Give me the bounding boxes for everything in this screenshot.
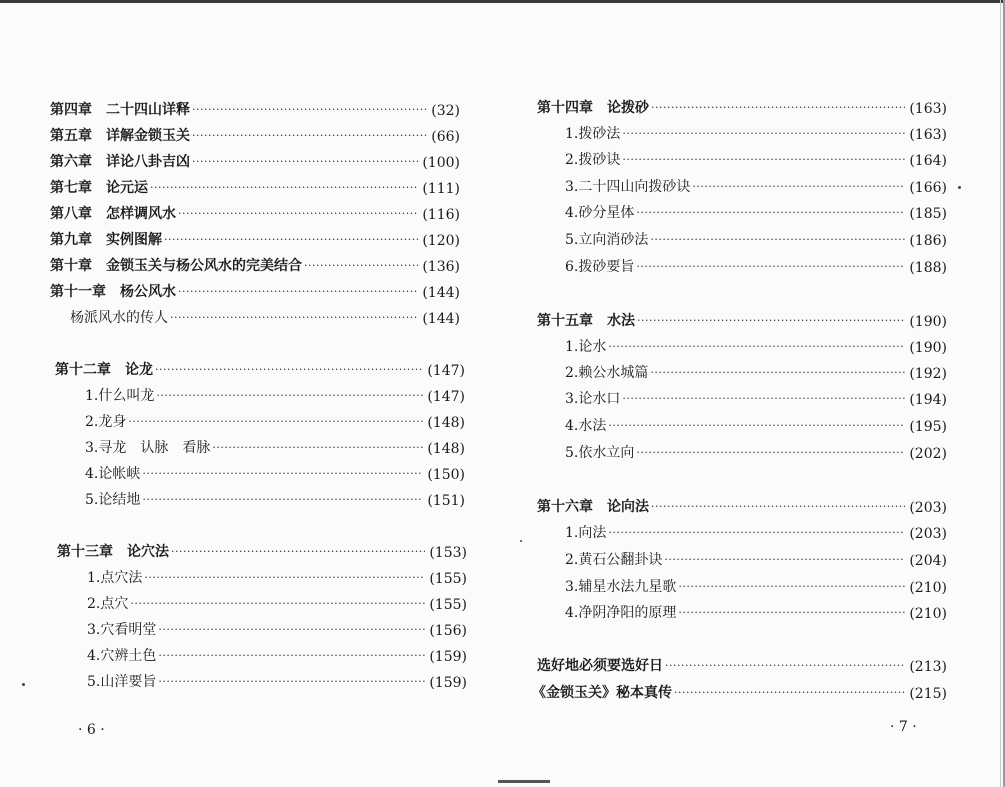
toc-entry-title: 4.净阴净阳的原理	[565, 605, 677, 621]
toc-entry-page: (144)	[422, 311, 460, 327]
toc-entry-page: (156)	[429, 623, 467, 639]
toc-entry[interactable]	[565, 176, 947, 196]
toc-leader-dots	[665, 659, 905, 673]
toc-entry-page: (204)	[909, 553, 947, 569]
toc-entry[interactable]	[70, 307, 460, 327]
page-edge-right-inner	[1000, 0, 1001, 787]
toc-leader-dots	[158, 675, 425, 689]
toc-leader-dots	[674, 686, 905, 700]
toc-entry[interactable]	[537, 655, 947, 675]
toc-entry-title: 第十六章 论向法	[537, 499, 649, 515]
toc-entry-page: (136)	[422, 259, 460, 275]
toc-leader-dots	[692, 180, 905, 194]
toc-leader-dots	[664, 553, 905, 567]
toc-entry-page: (190)	[909, 314, 947, 330]
toc-entry-page: (159)	[429, 675, 467, 691]
toc-leader-dots	[142, 467, 423, 481]
toc-leader-dots	[156, 389, 423, 403]
scan-speck	[520, 540, 522, 542]
toc-entry[interactable]	[87, 567, 467, 587]
toc-entry[interactable]	[565, 149, 947, 169]
toc-leader-dots	[158, 623, 425, 637]
toc-entry-title: 选好地必须要选好日	[537, 658, 663, 674]
toc-entry[interactable]	[87, 593, 467, 613]
toc-entry-title: 3.论水口	[565, 391, 621, 407]
toc-entry-page: (164)	[909, 153, 947, 169]
toc-leader-dots	[650, 233, 905, 247]
toc-entry-title: 1.向法	[565, 525, 607, 541]
toc-entry-title: 3.穴看明堂	[87, 622, 157, 638]
toc-entry-page: (213)	[909, 659, 947, 675]
toc-entry[interactable]	[85, 385, 465, 405]
toc-entry-title: 2.拨砂诀	[565, 152, 621, 168]
toc-entry-page: (188)	[909, 260, 947, 276]
toc-entry[interactable]	[565, 388, 947, 408]
toc-leader-dots	[637, 314, 905, 328]
toc-leader-dots	[304, 259, 418, 273]
toc-entry-page: (186)	[909, 233, 947, 249]
toc-entry[interactable]	[537, 97, 947, 117]
toc-entry[interactable]	[50, 177, 460, 197]
toc-entry[interactable]	[85, 489, 465, 509]
toc-entry-page: (32)	[431, 103, 460, 119]
toc-leader-dots	[128, 415, 423, 429]
toc-leader-dots	[178, 207, 418, 221]
toc-entry-title: 《金锁玉关》秘本真传	[532, 685, 672, 701]
toc-leader-dots	[636, 446, 905, 460]
toc-entry-page: (203)	[909, 500, 947, 516]
toc-entry[interactable]	[85, 437, 465, 457]
toc-entry-page: (116)	[422, 207, 460, 223]
toc-entry-title: 第八章 怎样调风水	[50, 206, 176, 222]
toc-entry-page: (194)	[909, 392, 947, 408]
toc-entry-page: (155)	[429, 597, 467, 613]
toc-leader-dots	[636, 206, 905, 220]
toc-entry[interactable]	[87, 671, 467, 691]
toc-entry-title: 2.黄石公翻卦诀	[565, 552, 663, 568]
toc-entry-title: 1.拨砂法	[565, 126, 621, 142]
toc-leader-dots	[155, 363, 423, 377]
toc-entry-title: 1.什么叫龙	[85, 388, 155, 404]
toc-leader-dots	[651, 500, 905, 514]
toc-entry-title: 4.水法	[565, 418, 607, 434]
toc-leader-dots	[192, 103, 427, 117]
toc-entry[interactable]	[565, 362, 947, 382]
toc-leader-dots	[622, 153, 905, 167]
toc-entry-page: (210)	[909, 606, 947, 622]
toc-entry[interactable]	[565, 229, 947, 249]
scan-speck	[22, 683, 25, 686]
toc-entry-title: 3.辅星水法九星歌	[565, 579, 677, 595]
toc-entry-page: (144)	[422, 285, 460, 301]
toc-entry-title: 第七章 论元运	[50, 180, 148, 196]
toc-entry-title: 第九章 实例图解	[50, 232, 162, 248]
toc-entry[interactable]	[537, 310, 947, 330]
toc-entry[interactable]	[50, 229, 460, 249]
toc-entry-title: 4.砂分星体	[565, 205, 635, 221]
toc-entry-page: (155)	[429, 571, 467, 587]
toc-entry[interactable]	[87, 645, 467, 665]
toc-entry-title: 4.论帐峡	[85, 466, 141, 482]
toc-entry[interactable]	[565, 602, 947, 622]
toc-entry-page: (195)	[909, 419, 947, 435]
toc-entry-page: (166)	[909, 180, 947, 196]
toc-entry-title: 2.赖公水城篇	[565, 365, 649, 381]
toc-entry[interactable]	[55, 359, 465, 379]
toc-entry-page: (100)	[422, 155, 460, 171]
toc-entry-title: 5.山洋要旨	[87, 674, 157, 690]
toc-leader-dots	[150, 181, 418, 195]
toc-leader-dots	[622, 127, 905, 141]
toc-leader-dots	[608, 419, 905, 433]
toc-entry-page: (203)	[909, 526, 947, 542]
toc-leader-dots	[608, 340, 905, 354]
toc-leader-dots	[178, 285, 418, 299]
scan-speck	[958, 186, 961, 189]
toc-entry-page: (192)	[909, 366, 947, 382]
toc-entry-title: 杨派风水的传人	[70, 310, 168, 326]
toc-entry[interactable]	[565, 549, 947, 569]
toc-entry-title: 第十四章 论拨砂	[537, 100, 649, 116]
toc-entry[interactable]	[565, 522, 947, 542]
toc-entry-page: (150)	[427, 467, 465, 483]
toc-leader-dots	[651, 101, 905, 115]
toc-entry-title: 2.龙身	[85, 414, 127, 430]
toc-entry[interactable]	[537, 496, 947, 516]
toc-entry-page: (153)	[429, 545, 467, 561]
toc-entry[interactable]	[50, 99, 460, 119]
toc-entry-title: 第五章 详解金锁玉关	[50, 128, 190, 144]
toc-entry-page: (215)	[909, 686, 947, 702]
toc-entry-title: 5.依水立向	[565, 445, 635, 461]
toc-entry-page: (151)	[427, 493, 465, 509]
toc-entry[interactable]	[565, 123, 947, 143]
toc-entry-title: 5.立向消砂法	[565, 232, 649, 248]
toc-entry[interactable]	[565, 336, 947, 356]
toc-entry[interactable]	[50, 281, 460, 301]
page-number-left: · 6 ·	[78, 722, 105, 738]
toc-entry-title: 第六章 详论八卦吉凶	[50, 154, 190, 170]
toc-entry[interactable]	[87, 619, 467, 639]
toc-entry-page: (66)	[431, 129, 460, 145]
toc-leader-dots	[171, 545, 425, 559]
toc-entry-title: 第十章 金锁玉关与杨公风水的完美结合	[50, 258, 302, 274]
toc-entry-page: (148)	[427, 441, 465, 457]
toc-entry-title: 第十一章 杨公风水	[50, 284, 176, 300]
toc-entry-title: 2.点穴	[87, 596, 129, 612]
toc-entry[interactable]	[50, 151, 460, 171]
toc-leader-dots	[192, 155, 418, 169]
toc-leader-dots	[678, 580, 905, 594]
toc-leader-dots	[142, 493, 423, 507]
toc-leader-dots	[130, 597, 425, 611]
toc-entry-page: (190)	[909, 340, 947, 356]
toc-entry-page: (148)	[427, 415, 465, 431]
toc-entry[interactable]	[50, 203, 460, 223]
toc-entry[interactable]	[565, 202, 947, 222]
toc-leader-dots	[212, 441, 423, 455]
toc-entry-title: 3.寻龙 认脉 看脉	[85, 440, 211, 456]
toc-entry[interactable]	[50, 125, 460, 145]
toc-entry[interactable]	[85, 463, 465, 483]
toc-entry-title: 5.论结地	[85, 492, 141, 508]
page-number-right: · 7 ·	[890, 719, 917, 735]
toc-entry-page: (185)	[909, 206, 947, 222]
toc-entry-title: 4.穴辨土色	[87, 648, 157, 664]
binding-mark	[498, 780, 550, 783]
toc-entry-title: 1.点穴法	[87, 570, 143, 586]
toc-entry-page: (147)	[427, 363, 465, 379]
toc-entry[interactable]	[565, 415, 947, 435]
toc-entry[interactable]	[50, 255, 460, 275]
toc-entry-page: (210)	[909, 580, 947, 596]
toc-entry-page: (202)	[909, 446, 947, 462]
toc-leader-dots	[608, 526, 905, 540]
toc-entry-title: 第十二章 论龙	[55, 362, 153, 378]
toc-leader-dots	[192, 129, 427, 143]
toc-entry[interactable]	[57, 541, 467, 561]
toc-entry-title: 第十三章 论穴法	[57, 544, 169, 560]
toc-entry-page: (120)	[422, 233, 460, 249]
toc-entry[interactable]	[85, 411, 465, 431]
toc-leader-dots	[636, 260, 905, 274]
toc-entry[interactable]	[565, 576, 947, 596]
toc-entry-page: (111)	[422, 181, 460, 197]
toc-leader-dots	[650, 366, 905, 380]
toc-entry-page: (159)	[429, 649, 467, 665]
toc-leader-dots	[158, 649, 425, 663]
toc-entry-page: (163)	[909, 127, 947, 143]
toc-entry-title: 1.论水	[565, 339, 607, 355]
toc-leader-dots	[622, 392, 905, 406]
toc-entry[interactable]	[565, 256, 947, 276]
toc-entry[interactable]	[565, 442, 947, 462]
toc-entry-title: 6.拨砂要旨	[565, 259, 635, 275]
page-edge-top	[0, 0, 1005, 3]
toc-leader-dots	[678, 606, 905, 620]
toc-entry-title: 3.二十四山向拨砂诀	[565, 179, 691, 195]
toc-entry[interactable]	[532, 682, 947, 702]
toc-entry-page: (163)	[909, 101, 947, 117]
toc-entry-title: 第十五章 水法	[537, 313, 635, 329]
toc-entry-page: (147)	[427, 389, 465, 405]
toc-entry-title: 第四章 二十四山详释	[50, 102, 190, 118]
toc-leader-dots	[164, 233, 418, 247]
toc-leader-dots	[144, 571, 425, 585]
toc-leader-dots	[170, 311, 418, 325]
